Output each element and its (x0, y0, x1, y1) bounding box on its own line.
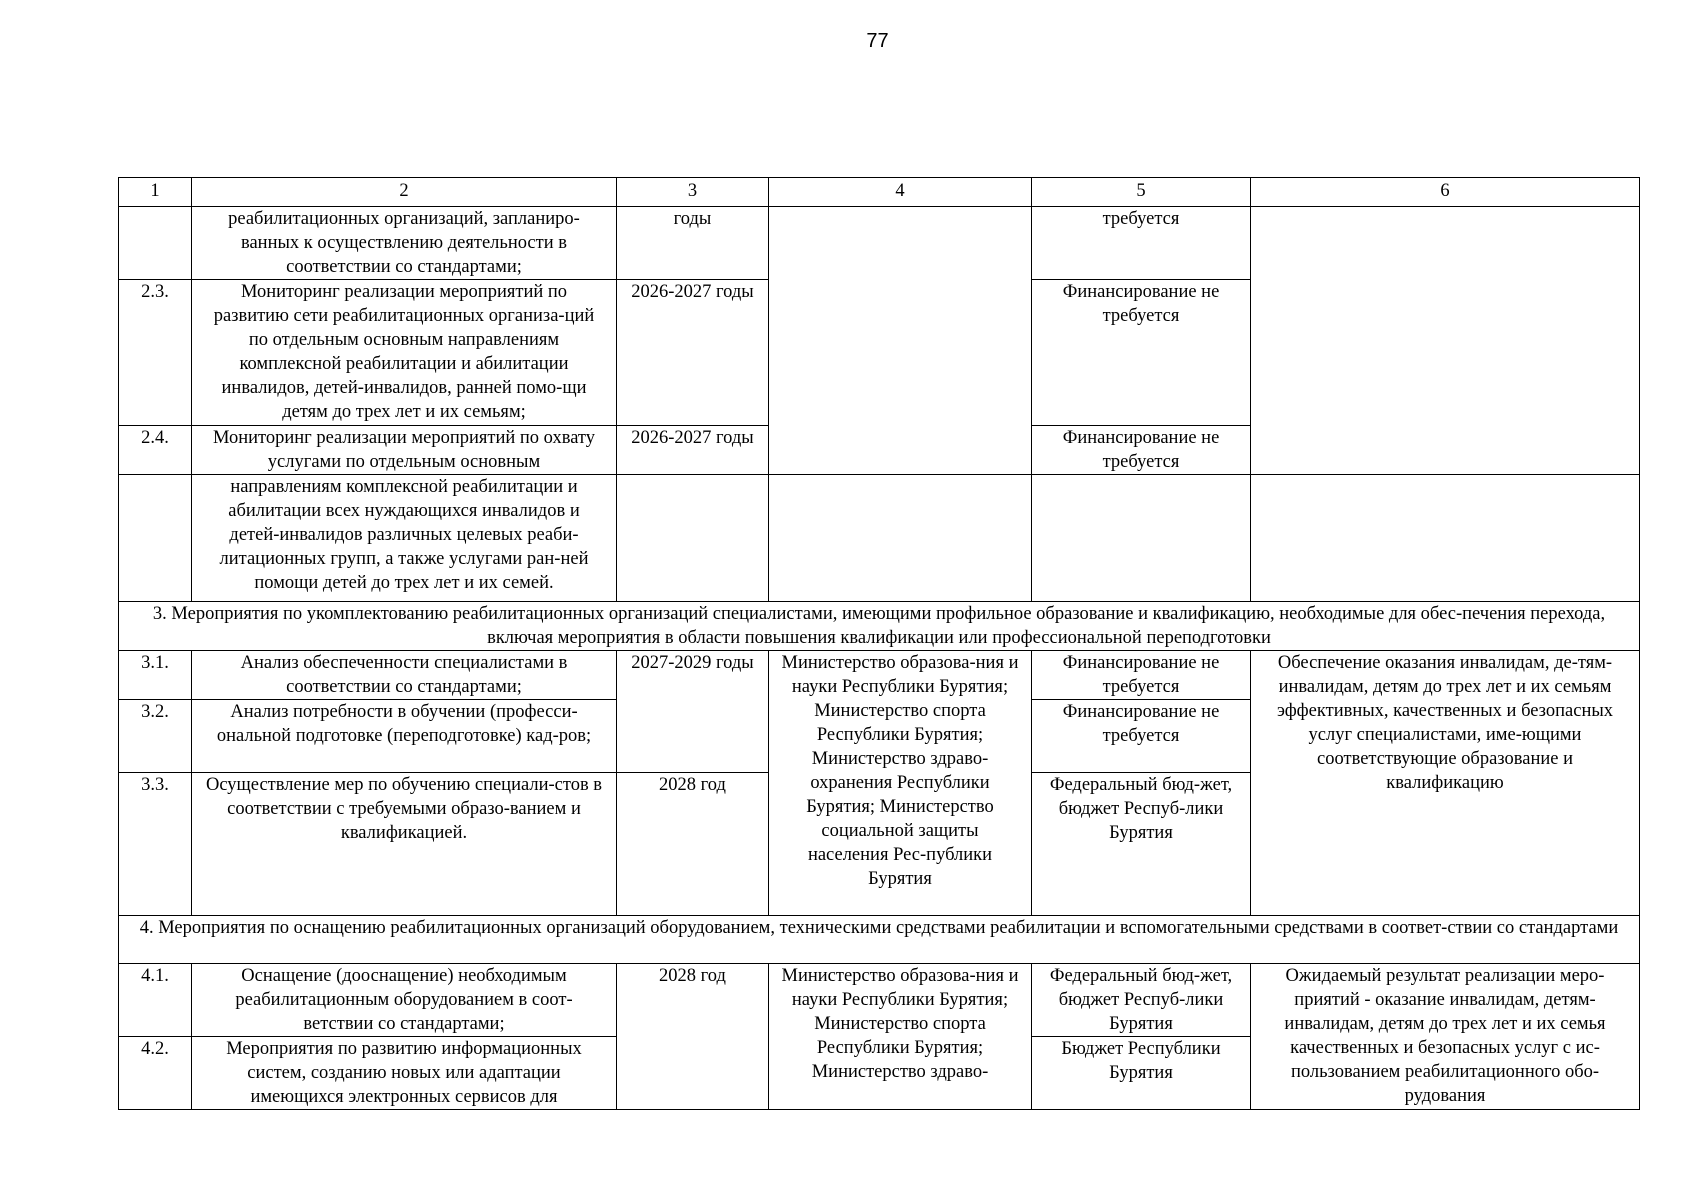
period-cell: 2028 год (617, 773, 769, 916)
financing-cell: Федеральный бюд-жет, бюджет Респуб-лики Бурятия (1032, 964, 1251, 1037)
measure-text: Оснащение (дооснащение) необходимым реабилитационным оборудованием в соот-ветствии со стандартами; (192, 964, 617, 1037)
header-col-1: 1 (119, 178, 192, 207)
financing-cell: требуется (1032, 207, 1251, 280)
table-row (119, 964, 1640, 1037)
result-cell (1251, 207, 1640, 475)
row-number: 3.3. (119, 773, 192, 916)
row-number (119, 475, 192, 602)
header-col-3: 3 (617, 178, 769, 207)
period-cell: 2027-2029 годы (617, 651, 769, 773)
responsible-cell (769, 207, 1032, 475)
header-col-6: 6 (1251, 178, 1640, 207)
measure-text: Мониторинг реализации мероприятий по охвату услугами по отдельным основным (192, 426, 617, 475)
measure-text: Мероприятия по развитию информационных систем, созданию новых или адаптации имеющихся электронных сервисов для (192, 1037, 617, 1110)
financing-cell: Бюджет Республики Бурятия (1032, 1037, 1251, 1110)
section-4-heading: 4. Мероприятия по оснащению реабилитационных организаций оборудованием, техническими средствами реабилитации и вспомогательными средствами в соответ-ствии со стандартами (119, 916, 1640, 964)
header-col-4: 4 (769, 178, 1032, 207)
measure-text: направлениям комплексной реабилитации и абилитации всех нуждающихся инвалидов и детей-инвалидов различных целевых реаби-литационных групп, а также услугами ран-ней помощи детей до трех лет и их семей. (192, 475, 617, 602)
measure-text: Анализ обеспеченности специалистами в соответствии со стандартами; (192, 651, 617, 700)
responsible-cell: Министерство образова-ния и науки Республики Бурятия; Министерство спорта Республики Бурятия; Министерство здраво-охранения Республики Бурятия; Министерство социальной защиты населения Рес-публики Бурятия (769, 651, 1032, 916)
period-cell: годы (617, 207, 769, 280)
header-col-2: 2 (192, 178, 617, 207)
row-number: 2.3. (119, 280, 192, 426)
table-row (119, 651, 1640, 700)
measure-text: Мониторинг реализации мероприятий по развитию сети реабилитационных организа-ций по отдельным основным направлениям комплексной реабилитации и абилитации инвалидов, детей-инвалидов, ранней помо-щи детям до трех лет и их семьям; (192, 280, 617, 426)
financing-cell: Финансирование не требуется (1032, 426, 1251, 475)
measures-table (118, 177, 1640, 1110)
responsible-cell: Министерство образова-ния и науки Республики Бурятия; Министерство спорта Республики Бурятия; Министерство здраво- (769, 964, 1032, 1110)
table-row (119, 475, 1640, 602)
measure-text: Анализ потребности в обучении (професси-ональной подготовке (переподготовке) кад-ров; (192, 700, 617, 773)
row-number: 4.1. (119, 964, 192, 1037)
table-row (119, 207, 1640, 280)
period-cell: 2028 год (617, 964, 769, 1110)
row-number (119, 207, 192, 280)
row-number: 2.4. (119, 426, 192, 475)
page-number: 77 (866, 30, 889, 52)
financing-cell: Финансирование не требуется (1032, 651, 1251, 700)
financing-cell: Финансирование не требуется (1032, 280, 1251, 426)
table-header-row (119, 178, 1640, 207)
financing-cell (1032, 475, 1251, 602)
responsible-cell (769, 475, 1032, 602)
row-number: 3.1. (119, 651, 192, 700)
period-cell: 2026-2027 годы (617, 426, 769, 475)
period-cell: 2026-2027 годы (617, 280, 769, 426)
financing-cell: Финансирование не требуется (1032, 700, 1251, 773)
section-row (119, 916, 1640, 964)
row-number: 3.2. (119, 700, 192, 773)
section-row (119, 602, 1640, 651)
result-cell (1251, 475, 1640, 602)
header-col-5: 5 (1032, 178, 1251, 207)
section-3-heading: 3. Мероприятия по укомплектованию реабилитационных организаций специалистами, имеющими профильное образование и квалификацию, необходимые для обес-печения перехода, включая мероприятия в области повышения квалификации или профессиональной переподготовки (119, 602, 1640, 651)
row-number: 4.2. (119, 1037, 192, 1110)
period-cell (617, 475, 769, 602)
financing-cell: Федеральный бюд-жет, бюджет Респуб-лики Бурятия (1032, 773, 1251, 916)
measure-text: реабилитационных организаций, запланиро-ванных к осуществлению деятельности в соответствии со стандартами; (192, 207, 617, 280)
result-cell: Обеспечение оказания инвалидам, де-тям-инвалидам, детям до трех лет и их семьям эффективных, качественных и безопасных услуг специалистами, име-ющими соответствующие образование и квалификацию (1251, 651, 1640, 916)
measure-text: Осуществление мер по обучению специали-стов в соответствии с требуемыми образо-ванием и квалификацией. (192, 773, 617, 916)
result-cell: Ожидаемый результат реализации меро-приятий - оказание инвалидам, детям-инвалидам, детям до трех лет и их семья качественных и безопасных услуг с ис-пользованием реабилитационного обо-рудования (1251, 964, 1640, 1110)
